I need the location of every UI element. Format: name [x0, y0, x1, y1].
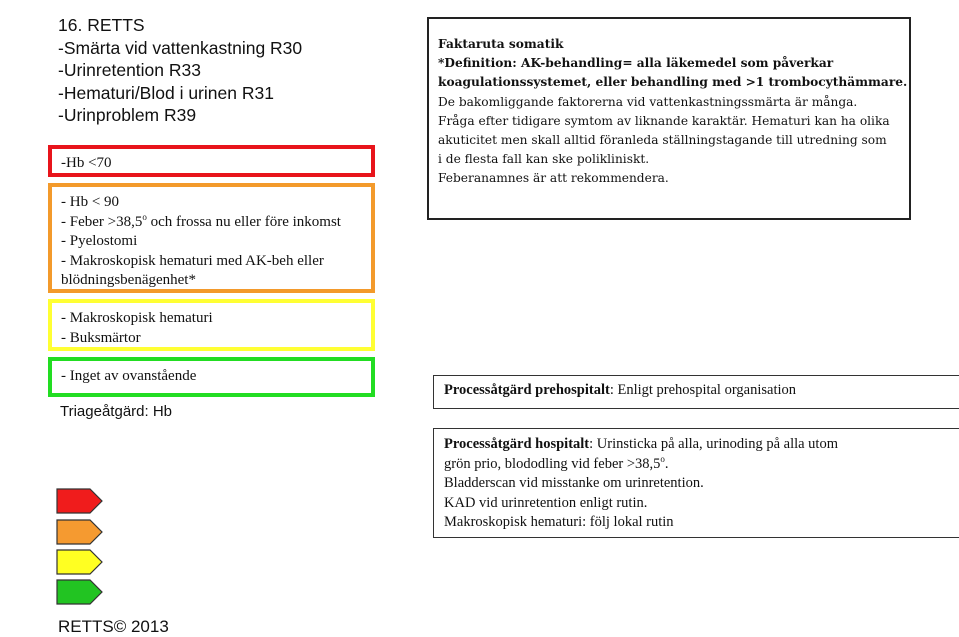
level-green-box [48, 357, 375, 397]
level-orange-box [48, 183, 375, 293]
degree-sup: o [660, 453, 665, 464]
hospital-line: Makroskopisk hematuri: följ lokal rutin [444, 514, 674, 530]
prehospital-text: : Enligt prehospital organisation [609, 382, 797, 398]
degree-sup: o [142, 211, 147, 222]
triage-label: Triageåtgärd: Hb [60, 403, 173, 420]
fact-definition-line: koagulationssystemet, eller behandling med >1 trombocythämmare. [438, 75, 908, 90]
orange-arrow-icon [56, 519, 104, 545]
level-orange-line: - Makroskopisk hematuri med AK-beh eller [61, 252, 324, 269]
level-orange-line [61, 213, 362, 233]
level-green-line: - Inget av ovanstående [61, 368, 197, 384]
fever-text: - Feber >38,5 [61, 213, 143, 230]
title-line: 16. RETTS [58, 15, 145, 35]
level-red-line: -Hb <70 [61, 155, 112, 171]
fact-definition-line: *Definition: AK-behandling= alla läkemedel som påverkar [438, 56, 834, 71]
fact-text-line: Feberanamnes är att rekommendera. [438, 171, 669, 186]
title-line: -Smärta vid vattenkastning R30 [58, 37, 303, 58]
level-yellow-line: - Makroskopisk hematuri [61, 310, 213, 326]
footer-copyright: RETTS© 2013 [58, 617, 169, 636]
fact-heading: Faktaruta somatik [438, 37, 564, 51]
level-orange-line: blödningsbenägenhet* [61, 272, 196, 288]
title-line: -Urinretention R33 [58, 60, 201, 80]
fact-text-line: akuticitet men skall alltid föranleda ställningstagande till utredning som [438, 133, 887, 148]
level-orange-line: - Hb < 90 [61, 194, 120, 210]
level-yellow-line: - Buksmärtor [61, 329, 141, 346]
green-arrow-icon [56, 579, 104, 605]
fact-text-line: De bakomliggande faktorerna vid vattenkastningssmärta är många. [438, 94, 858, 109]
hospital-line: KAD vid urinretention enligt rutin. [444, 494, 648, 511]
hospital-label: Processåtgärd hospitalt [444, 436, 590, 452]
red-arrow-icon [56, 488, 104, 514]
title-line: -Urinproblem R39 [58, 105, 197, 125]
hospital-text: grön prio, blododling vid feber >38,5 [444, 455, 661, 472]
hospital-line [444, 455, 949, 475]
hospital-line [444, 435, 949, 455]
level-yellow-box [48, 299, 375, 351]
level-orange-line: - Pyelostomi [61, 233, 138, 249]
fact-box [427, 17, 911, 220]
prehospital-box [433, 375, 959, 409]
hospital-line: Bladderscan vid misstanke om urinretention. [444, 475, 704, 491]
fever-text-rest: och frossa nu eller före inkomst [146, 213, 341, 230]
title-block [58, 14, 358, 127]
hospital-text: . [664, 455, 669, 472]
prehospital-label: Processåtgärd prehospitalt [444, 382, 610, 398]
hospital-box [433, 428, 959, 538]
fact-text-line: Fråga efter tidigare symtom av liknande karaktär. Hematuri kan ha olika [438, 113, 890, 128]
hospital-text: : Urinsticka på alla, urinoding på alla utom [589, 436, 838, 452]
level-red-box [48, 145, 375, 177]
yellow-arrow-icon [56, 549, 104, 575]
fact-text-line: i de flesta fall kan ske polikliniskt. [438, 152, 650, 167]
title-line: -Hematuri/Blod i urinen R31 [58, 82, 274, 103]
